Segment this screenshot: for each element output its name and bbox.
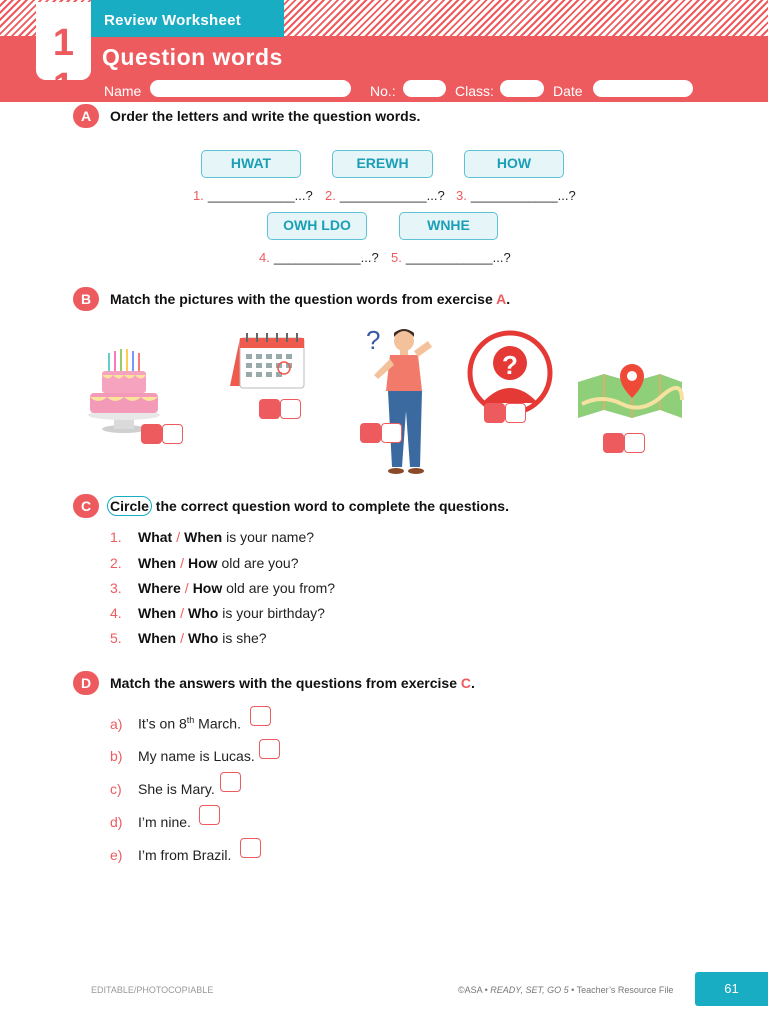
exercise-b-ref-end: . <box>506 291 511 307</box>
circle-word: Circle <box>107 496 152 516</box>
footer-copy-notice: EDITABLE/PHOTOCOPIABLE <box>91 985 214 995</box>
exercise-a-badge: A <box>73 104 99 128</box>
question-item-4 <box>110 605 325 621</box>
box-empty[interactable] <box>162 424 183 444</box>
footer-book-title: READY, SET, GO 5 <box>490 985 569 995</box>
answer-item-e <box>110 847 231 863</box>
separator: / <box>184 580 189 596</box>
answer-box-map[interactable] <box>603 433 645 453</box>
answer-blank-4[interactable] <box>259 250 379 265</box>
item-letter: a) <box>110 715 123 732</box>
question-rest: is your name? <box>222 529 315 545</box>
exercise-c-instruction <box>110 498 509 514</box>
answer-text: She is Mary. <box>138 781 215 797</box>
exercise-b-badge: B <box>73 287 99 311</box>
class-label: Class: <box>455 83 494 99</box>
answer-text: I’m nine. <box>138 814 191 830</box>
exercise-d-ref-end: . <box>471 675 475 691</box>
exercise-d-instruction <box>110 675 475 691</box>
box-filled <box>141 424 162 444</box>
number-label: No.: <box>370 83 396 99</box>
box-filled <box>484 403 505 423</box>
date-label: Date <box>553 83 583 99</box>
question-rest: old are you from? <box>222 580 336 596</box>
footer-credit <box>458 985 673 995</box>
name-field[interactable] <box>150 80 351 97</box>
box-filled <box>259 399 280 419</box>
scrambled-word-4: OWH LDO <box>267 212 367 240</box>
confused-man-icon <box>360 325 444 477</box>
match-box-e[interactable] <box>240 838 261 858</box>
match-box-d[interactable] <box>199 805 220 825</box>
calendar-icon <box>226 330 308 392</box>
option-2[interactable]: When <box>184 529 223 545</box>
box-filled <box>603 433 624 453</box>
header-band <box>0 36 768 102</box>
option-1[interactable]: When <box>138 605 177 621</box>
exercise-c-badge: C <box>73 494 99 518</box>
separator: / <box>180 630 184 646</box>
blank-number: 3. <box>456 188 467 203</box>
map-pin-icon <box>574 360 686 424</box>
match-box-a[interactable] <box>250 706 271 726</box>
exercise-b-ref: A <box>496 291 507 307</box>
number-field[interactable] <box>403 80 446 97</box>
item-letter: e) <box>110 847 123 863</box>
exercise-b-instruction <box>110 291 510 307</box>
page-number: 61 <box>695 972 768 1006</box>
scrambled-word-3: HOW <box>464 150 564 178</box>
item-number: 4. <box>110 605 122 621</box>
blank-number: 5. <box>391 250 402 265</box>
answer-box-cake[interactable] <box>141 424 183 444</box>
separator: / <box>180 555 184 571</box>
option-1[interactable]: When <box>138 555 177 571</box>
item-letter: c) <box>110 781 122 797</box>
match-box-b[interactable] <box>259 739 280 759</box>
scrambled-word-2: EREWH <box>332 150 433 178</box>
question-item-2 <box>110 555 299 571</box>
option-2[interactable]: Who <box>188 630 219 646</box>
exercise-d-ref: C <box>460 675 472 691</box>
answer-text: It’s on 8 <box>138 715 187 732</box>
exercise-d-text: Match the answers with the questions from exercise <box>110 675 457 691</box>
answer-box-calendar[interactable] <box>259 399 301 419</box>
item-letter: d) <box>110 814 123 830</box>
option-1[interactable]: What <box>138 529 173 545</box>
answer-blank-2[interactable] <box>325 188 445 203</box>
blank-number: 4. <box>259 250 270 265</box>
option-1[interactable]: Where <box>138 580 181 596</box>
answer-superscript: th <box>186 715 195 725</box>
option-2[interactable]: How <box>192 580 223 596</box>
answer-box-man[interactable] <box>360 423 402 443</box>
answer-item-a <box>110 715 241 732</box>
exercise-c-text: the correct question word to complete the questions. <box>151 498 509 514</box>
item-number: 2. <box>110 555 122 571</box>
box-filled <box>360 423 381 443</box>
question-item-1 <box>110 529 314 545</box>
item-number: 1. <box>110 529 122 545</box>
item-number: 5. <box>110 630 122 646</box>
answer-box-question-person[interactable] <box>484 403 526 423</box>
box-empty[interactable] <box>624 433 645 453</box>
question-item-5 <box>110 630 267 646</box>
box-empty[interactable] <box>280 399 301 419</box>
blank-number: 2. <box>325 188 336 203</box>
name-label: Name <box>104 83 142 99</box>
answer-item-c <box>110 781 215 797</box>
footer-suffix: • Teacher’s Resource File <box>568 985 674 995</box>
answer-text-end: March. <box>194 715 241 732</box>
exercise-b-text: Match the pictures with the question words from exercise <box>110 291 493 307</box>
question-rest: old are you? <box>217 555 299 571</box>
review-worksheet-tab: Review Worksheet <box>91 0 284 37</box>
question-rest: is your birthday? <box>218 605 325 621</box>
option-1[interactable]: When <box>138 630 177 646</box>
unit-badge <box>36 2 91 108</box>
answer-blank-3[interactable] <box>456 188 576 203</box>
separator: / <box>180 605 184 621</box>
blank-text: ____________...? <box>273 250 379 265</box>
separator: / <box>176 529 181 545</box>
blank-text: ____________...? <box>339 188 445 203</box>
question-item-3 <box>110 580 335 596</box>
answer-blank-1[interactable] <box>193 188 313 203</box>
answer-blank-5[interactable] <box>391 250 511 265</box>
footer-prefix: ©ASA • <box>458 985 491 995</box>
class-field[interactable] <box>500 80 544 97</box>
svg-text:?: ? <box>502 350 518 380</box>
scrambled-word-1: HWAT <box>201 150 301 178</box>
question-rest: is she? <box>218 630 267 646</box>
unit-number: 1 <box>52 22 75 64</box>
option-2[interactable]: How <box>188 555 218 571</box>
blank-text: ____________...? <box>470 188 576 203</box>
blank-number: 1. <box>193 188 204 203</box>
answer-text: My name is Lucas. <box>138 748 255 764</box>
match-box-c[interactable] <box>220 772 241 792</box>
blank-text: ____________...? <box>207 188 313 203</box>
scrambled-word-5: WNHE <box>399 212 498 240</box>
blank-text: ____________...? <box>405 250 511 265</box>
svg-text:?: ? <box>366 325 381 355</box>
page-title: Question words <box>102 44 283 70</box>
box-empty[interactable] <box>505 403 526 423</box>
item-number: 3. <box>110 580 122 596</box>
birthday-cake-icon <box>86 343 162 435</box>
exercise-a-instruction: Order the letters and write the question words. <box>110 108 421 124</box>
exercise-d-badge: D <box>73 671 99 695</box>
unit-number-shadow: 1 <box>52 66 75 108</box>
item-letter: b) <box>110 748 123 764</box>
answer-item-d <box>110 814 191 830</box>
box-empty[interactable] <box>381 423 402 443</box>
option-2[interactable]: Who <box>188 605 219 621</box>
date-field[interactable] <box>593 80 693 97</box>
answer-text: I’m from Brazil. <box>138 847 232 863</box>
answer-item-b <box>110 748 255 764</box>
